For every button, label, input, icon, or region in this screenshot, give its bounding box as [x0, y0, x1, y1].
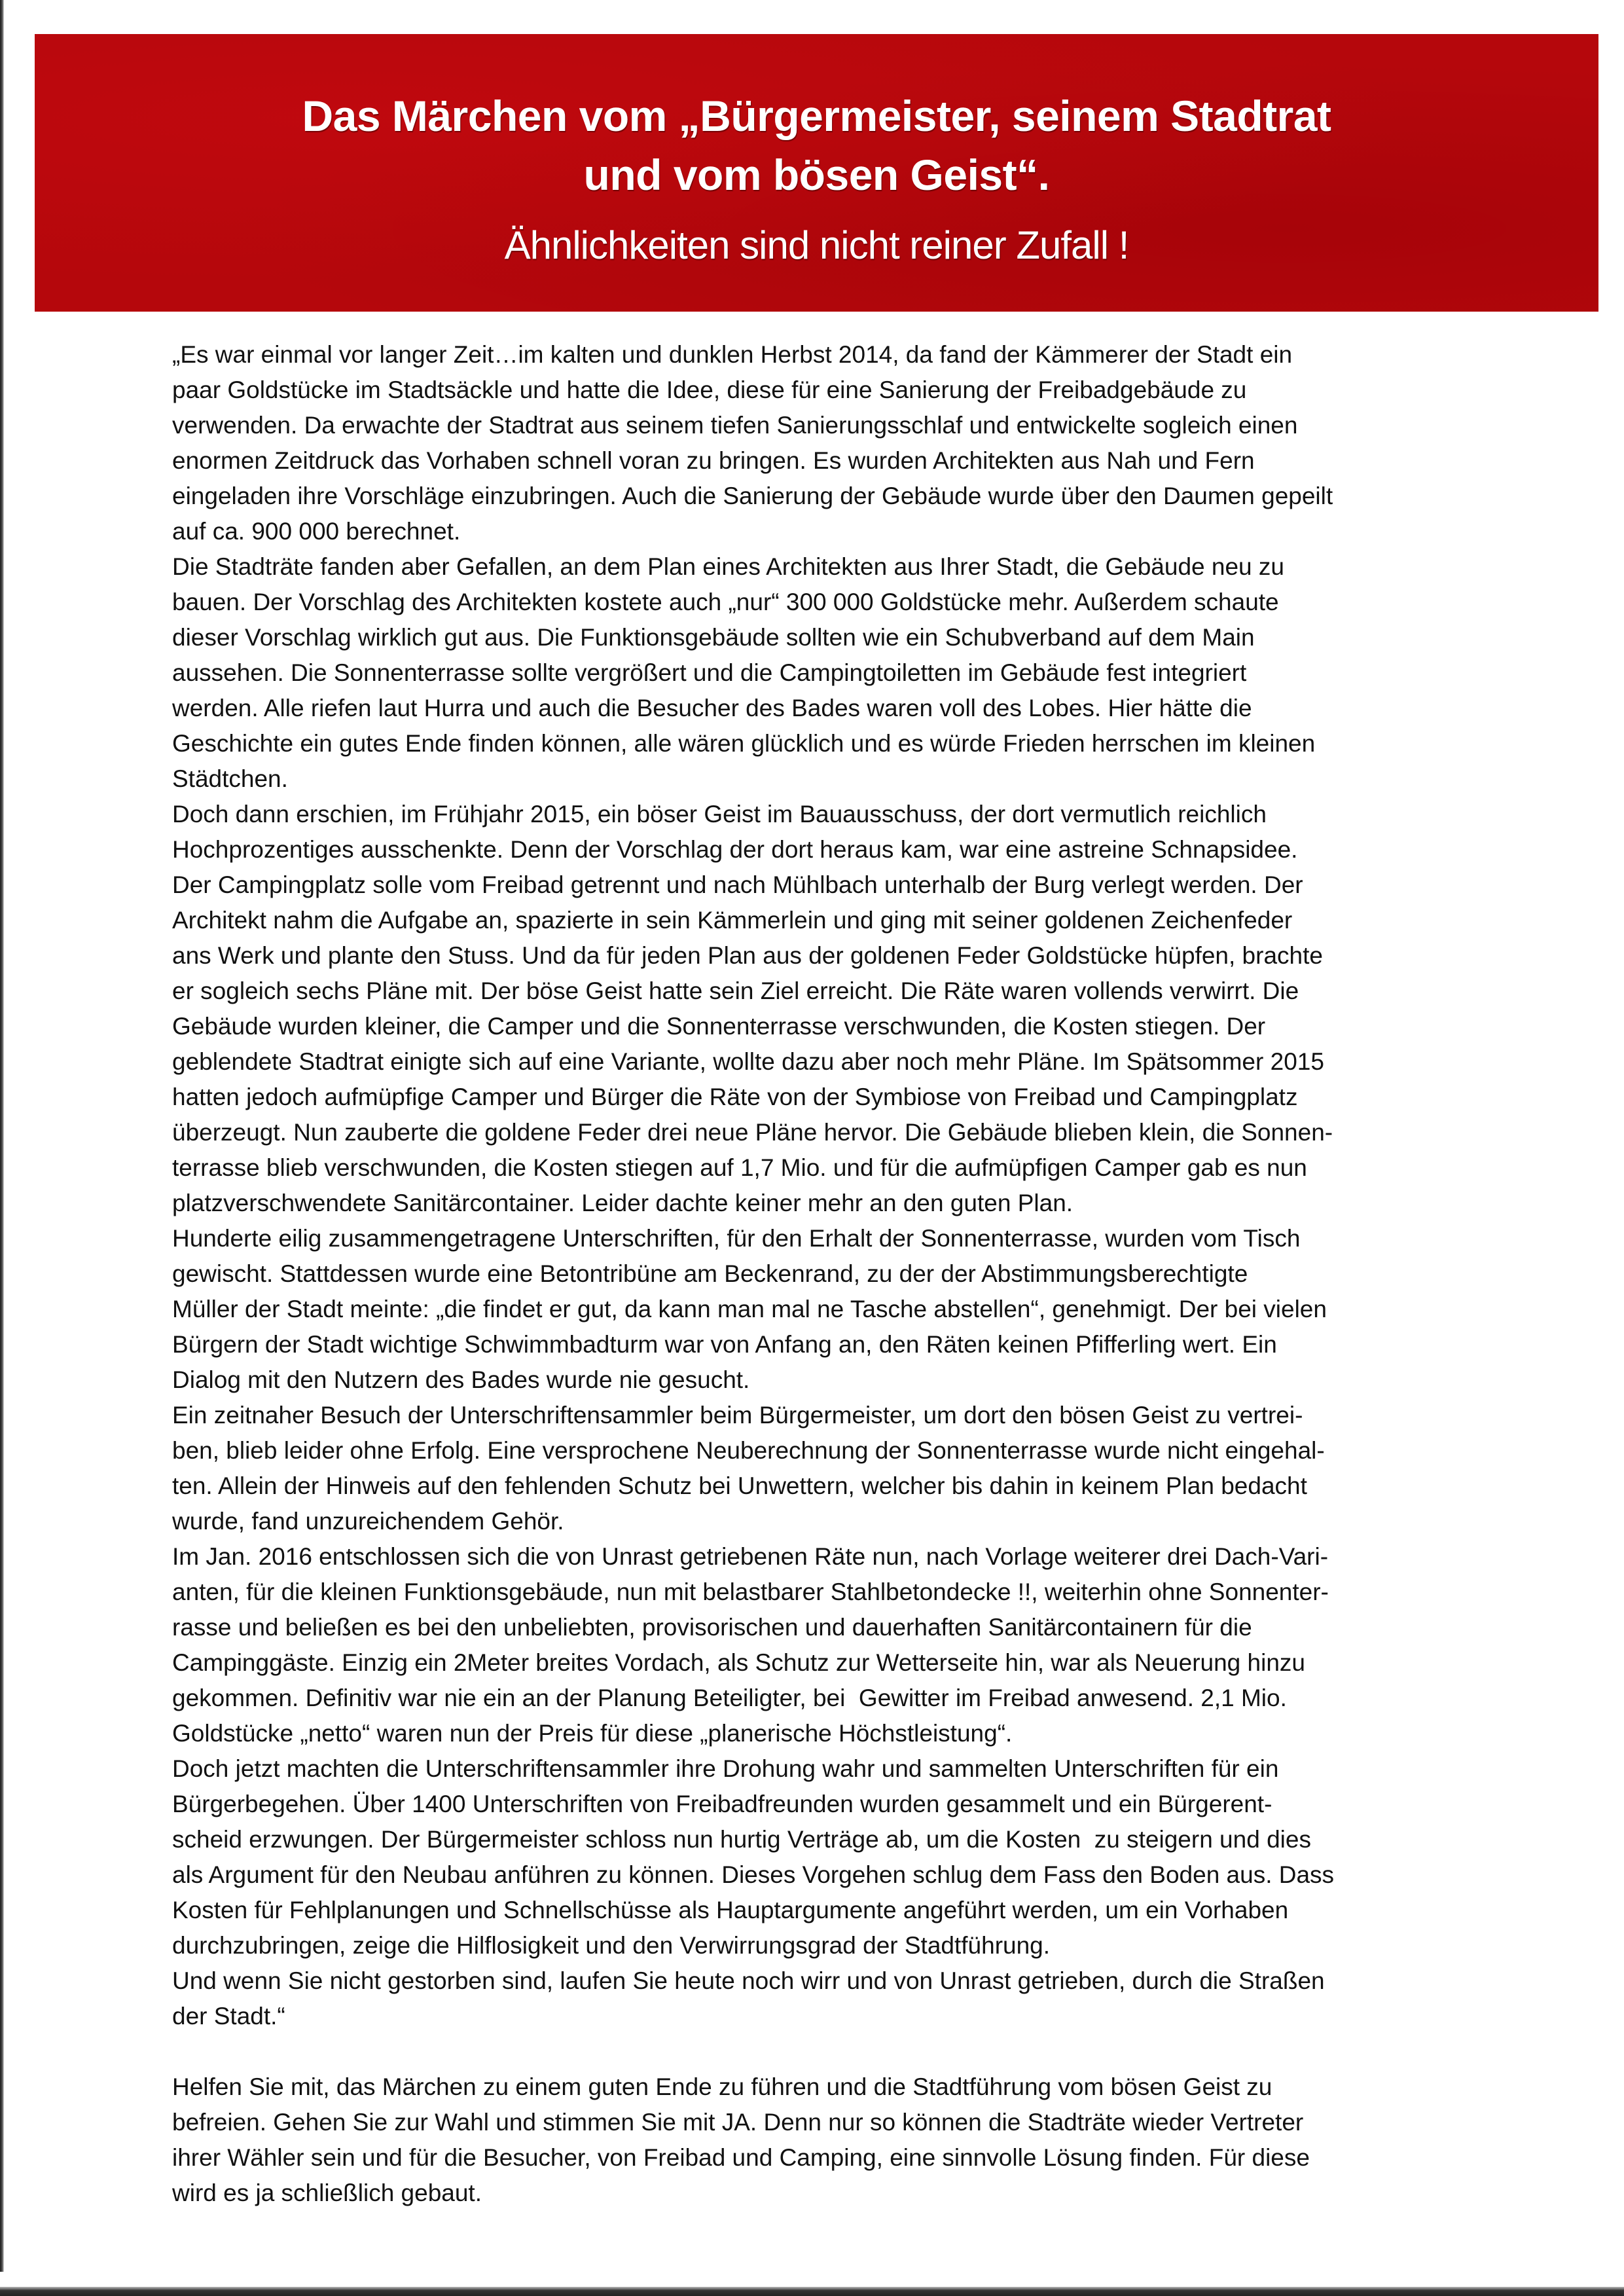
text-line: Dialog mit den Nutzern des Bades wurde nie gesucht. [172, 1366, 750, 1393]
text-line: terrasse blieb verschwunden, die Kosten stiegen auf 1,7 Mio. und für die aufmüpfigen Camper gab es nun [172, 1154, 1307, 1181]
scan-edge-bottom [0, 2287, 1624, 2296]
text-line: Ein zeitnaher Besuch der Unterschriftensammler beim Bürgermeister, um dort den bösen Geist zu vertrei- [172, 1402, 1303, 1429]
text-line: wird es ja schließlich gebaut. [172, 2179, 482, 2206]
paragraph-gap [172, 2034, 1547, 2069]
text-line: dieser Vorschlag wirklich gut aus. Die Funktionsgebäude sollten wie ein Schubverband auf dem Main [172, 624, 1255, 651]
text-line: Architekt nahm die Aufgabe an, spazierte in sein Kämmerlein und ging mit seiner goldenen Zeichenfeder [172, 907, 1293, 934]
text-line: enormen Zeitdruck das Vorhaben schnell voran zu bringen. Es wurden Architekten aus Nah und Fern [172, 447, 1255, 474]
text-line: ans Werk und plante den Stuss. Und da für jeden Plan aus der goldenen Feder Goldstücke hüpfen, brachte [172, 942, 1323, 969]
text-line: verwenden. Da erwachte der Stadtrat aus seinem tiefen Sanierungsschlaf und entwickelte sogleich einen [172, 412, 1298, 439]
text-line: gewischt. Stattdessen wurde eine Betontribüne am Beckenrand, zu der der Abstimmungsberechtigte [172, 1260, 1248, 1287]
document-body [172, 337, 1547, 2211]
text-line: er sogleich sechs Pläne mit. Der böse Geist hatte sein Ziel erreicht. Die Räte waren vollends verwirrt. Die [172, 977, 1299, 1004]
text-line: rasse und beließen es bei den unbeliebten, provisorischen und dauerhaften Sanitärcontainern für die [172, 1614, 1252, 1641]
text-line: Hunderte eilig zusammengetragene Unterschriften, für den Erhalt der Sonnenterrasse, wurden vom Tisch [172, 1225, 1301, 1252]
text-line: Gebäude wurden kleiner, die Camper und die Sonnenterrasse verschwunden, die Kosten stiegen. Der [172, 1013, 1266, 1040]
text-line: werden. Alle riefen laut Hurra und auch die Besucher des Bades waren voll des Lobes. Hier hätte die [172, 695, 1252, 721]
text-line: Der Campingplatz solle vom Freibad getrennt und nach Mühlbach unterhalb der Burg verlegt werden. Der [172, 871, 1303, 898]
text-line: Die Stadträte fanden aber Gefallen, an dem Plan eines Architekten aus Ihrer Stadt, die Gebäude neu zu [172, 553, 1284, 580]
text-line: platzverschwendete Sanitärcontainer. Leider dachte keiner mehr an den guten Plan. [172, 1190, 1074, 1216]
text-line: scheid erzwungen. Der Bürgermeister schloss nun hurtig Verträge ab, um die Kosten zu steigern und dies [172, 1826, 1311, 1853]
text-line: Doch jetzt machten die Unterschriftensammler ihre Drohung wahr und sammelten Unterschriften für ein [172, 1755, 1279, 1782]
text-line: auf ca. 900 000 berechnet. [172, 518, 461, 545]
text-line: eingeladen ihre Vorschläge einzubringen. Auch die Sanierung der Gebäude wurde über den Daumen gepeilt [172, 483, 1333, 509]
appeal-paragraph [172, 2069, 1547, 2211]
text-line: ihrer Wähler sein und für die Besucher, von Freibad und Camping, eine sinnvolle Lösung finden. Für diese [172, 2144, 1310, 2171]
text-line: als Argument für den Neubau anführen zu können. Dieses Vorgehen schlug dem Fass den Boden aus. Dass [172, 1861, 1335, 1888]
text-line: aussehen. Die Sonnenterrasse sollte vergrößert und die Campingtoiletten im Gebäude fest integriert [172, 659, 1247, 686]
text-line: hatten jedoch aufmüpfige Camper und Bürger die Räte von der Symbiose von Freibad und Campingplatz [172, 1084, 1298, 1110]
story-text [172, 337, 1547, 2034]
text-line: Campinggäste. Einzig ein 2Meter breites Vordach, als Schutz zur Wetterseite hin, war als Neuerung hinzu [172, 1649, 1305, 1676]
text-line: der Stadt.“ [172, 2003, 285, 2030]
text-line: „Es war einmal vor langer Zeit…im kalten und dunklen Herbst 2014, da fand der Kämmerer der Stadt ein [172, 341, 1293, 368]
title-line-2: und vom bösen Geist“. [583, 151, 1050, 199]
text-line: bauen. Der Vorschlag des Architekten kostete auch „nur“ 300 000 Goldstücke mehr. Außerdem schaute [172, 589, 1279, 615]
text-line: anten, für die kleinen Funktionsgebäude, nun mit belastbarer Stahlbetondecke !!, weiterhin ohne Sonnenter- [172, 1578, 1329, 1605]
title-banner [35, 34, 1598, 312]
text-line: gekommen. Definitiv war nie ein an der Planung Beteiligter, bei Gewitter im Freibad anwesend. 2,1 Mio. [172, 1685, 1287, 1711]
text-line: ten. Allein der Hinweis auf den fehlenden Schutz bei Unwettern, welcher bis dahin in keinem Plan bedacht [172, 1472, 1307, 1499]
title-line-1: Das Märchen vom „Bürgermeister, seinem Stadtrat [302, 92, 1331, 140]
text-line: Geschichte ein gutes Ende finden können, alle wären glücklich und es würde Frieden herrschen im kleinen [172, 730, 1316, 757]
scan-edge-left [0, 0, 4, 2272]
text-line: paar Goldstücke im Stadtsäckle und hatte die Idee, diese für eine Sanierung der Freibadgebäude zu [172, 376, 1247, 403]
text-line: Kosten für Fehlplanungen und Schnellschüsse als Hauptargumente angeführt werden, um ein Vorhaben [172, 1897, 1289, 1923]
text-line: durchzubringen, zeige die Hilflosigkeit und den Verwirrungsgrad der Stadtführung. [172, 1932, 1051, 1959]
text-line: Bürgerbegehen. Über 1400 Unterschriften von Freibadfreunden wurden gesammelt und ein Bürgerent- [172, 1791, 1272, 1817]
text-line: Goldstücke „netto“ waren nun der Preis für diese „planerische Höchstleistung“. [172, 1720, 1013, 1747]
text-line: Doch dann erschien, im Frühjahr 2015, ein böser Geist im Bauausschuss, der dort vermutlich reichlich [172, 801, 1267, 828]
text-line: befreien. Gehen Sie zur Wahl und stimmen Sie mit JA. Denn nur so können die Stadträte wieder Vertreter [172, 2109, 1304, 2136]
text-line: Bürgern der Stadt wichtige Schwimmbadturm war von Anfang an, den Räten keinen Pfifferling wert. Ein [172, 1331, 1277, 1358]
text-line: Im Jan. 2016 entschlossen sich die von Unrast getriebenen Räte nun, nach Vorlage weiterer drei Dach-Vari- [172, 1543, 1329, 1570]
text-line: wurde, fand unzureichendem Gehör. [172, 1508, 564, 1535]
text-line: überzeugt. Nun zauberte die goldene Feder drei neue Pläne hervor. Die Gebäude blieben klein, die Sonnen- [172, 1119, 1333, 1146]
text-line: Städtchen. [172, 765, 288, 792]
text-line: Müller der Stadt meinte: „die findet er gut, da kann man mal ne Tasche abstellen“, genehmigt. Der bei vielen [172, 1296, 1327, 1322]
page-subtitle: Ähnlichkeiten sind nicht reiner Zufall ! [504, 223, 1129, 267]
text-line: ben, blieb leider ohne Erfolg. Eine versprochene Neuberechnung der Sonnenterrasse wurde nicht eingehal- [172, 1437, 1325, 1464]
text-line: Und wenn Sie nicht gestorben sind, laufen Sie heute noch wirr und von Unrast getrieben, durch die Straßen [172, 1967, 1325, 1994]
text-line: Hochprozentiges ausschenkte. Denn der Vorschlag der dort heraus kam, war eine astreine Schnapsidee. [172, 836, 1298, 863]
text-line: geblendete Stadtrat einigte sich auf eine Variante, wollte dazu aber noch mehr Pläne. Im Spätsommer 2015 [172, 1048, 1324, 1075]
text-line: Helfen Sie mit, das Märchen zu einem guten Ende zu führen und die Stadtführung vom bösen Geist zu [172, 2073, 1272, 2100]
